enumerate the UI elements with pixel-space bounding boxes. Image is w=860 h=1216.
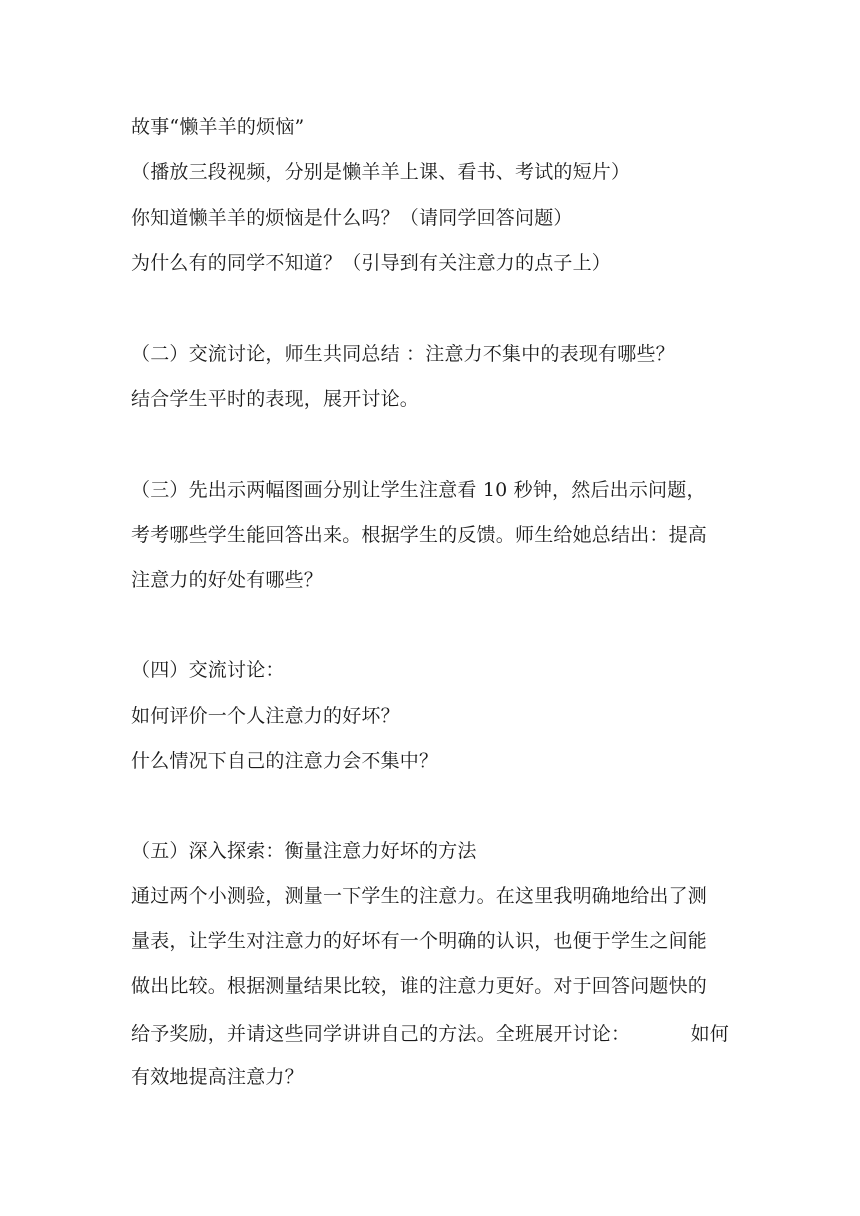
section-2-heading: （二）交流讨论，师生共同总结 ：注意力不集中的表现有哪些？ [131, 343, 675, 365]
section-3-line-2: 考考哪些学生能回答出来。根据学生的反馈。师生给她总结出：提高 [131, 524, 708, 546]
section-5-line-4-left: 给予奖励，并请这些同学讲讲自己的方法。全班展开讨论： [131, 1023, 631, 1045]
story-title: 故事“懒羊羊的烦恼” [131, 116, 305, 138]
section-5-line-4-right: 如何 [690, 1023, 729, 1045]
story-question-1: 你知道懒羊羊的烦恼是什么吗？（请同学回答问题） [131, 207, 573, 229]
story-question-2: 为什么有的同学不知道？（引导到有关注意力的点子上） [131, 252, 612, 274]
section-2-body: 结合学生平时的表现，展开讨论。 [131, 388, 420, 410]
section-4-question-2: 什么情况下自己的注意力会不集中？ [131, 750, 439, 772]
section-3-line-3: 注意力的好处有哪些？ [131, 569, 324, 591]
section-5-line-3: 做出比较。根据测量结果比较，谁的注意力更好。对于回答问题快的 [131, 975, 708, 997]
section-4-heading: （四）交流讨论： [131, 659, 285, 681]
section-4-question-1: 如何评价一个人注意力的好坏？ [131, 705, 400, 727]
section-5-line-1: 通过两个小测验，测量一下学生的注意力。在这里我明确地给出了测 [131, 885, 708, 907]
document-page [131, 0, 731, 1216]
section-5-line-5: 有效地提高注意力？ [131, 1066, 304, 1088]
section-5-heading: （五）深入探索：衡量注意力好坏的方法 [131, 840, 477, 862]
section-5-line-2: 量表，让学生对注意力的好坏有一个明确的认识，也便于学生之间能 [131, 930, 708, 952]
section-3-line-1: （三）先出示两幅图画分别让学生注意看 10 秒钟，然后出示问题， [131, 479, 706, 501]
story-note: （播放三段视频，分别是懒羊羊上课、看书、考试的短片） [131, 161, 631, 183]
section-5-line-4 [131, 1021, 729, 1047]
